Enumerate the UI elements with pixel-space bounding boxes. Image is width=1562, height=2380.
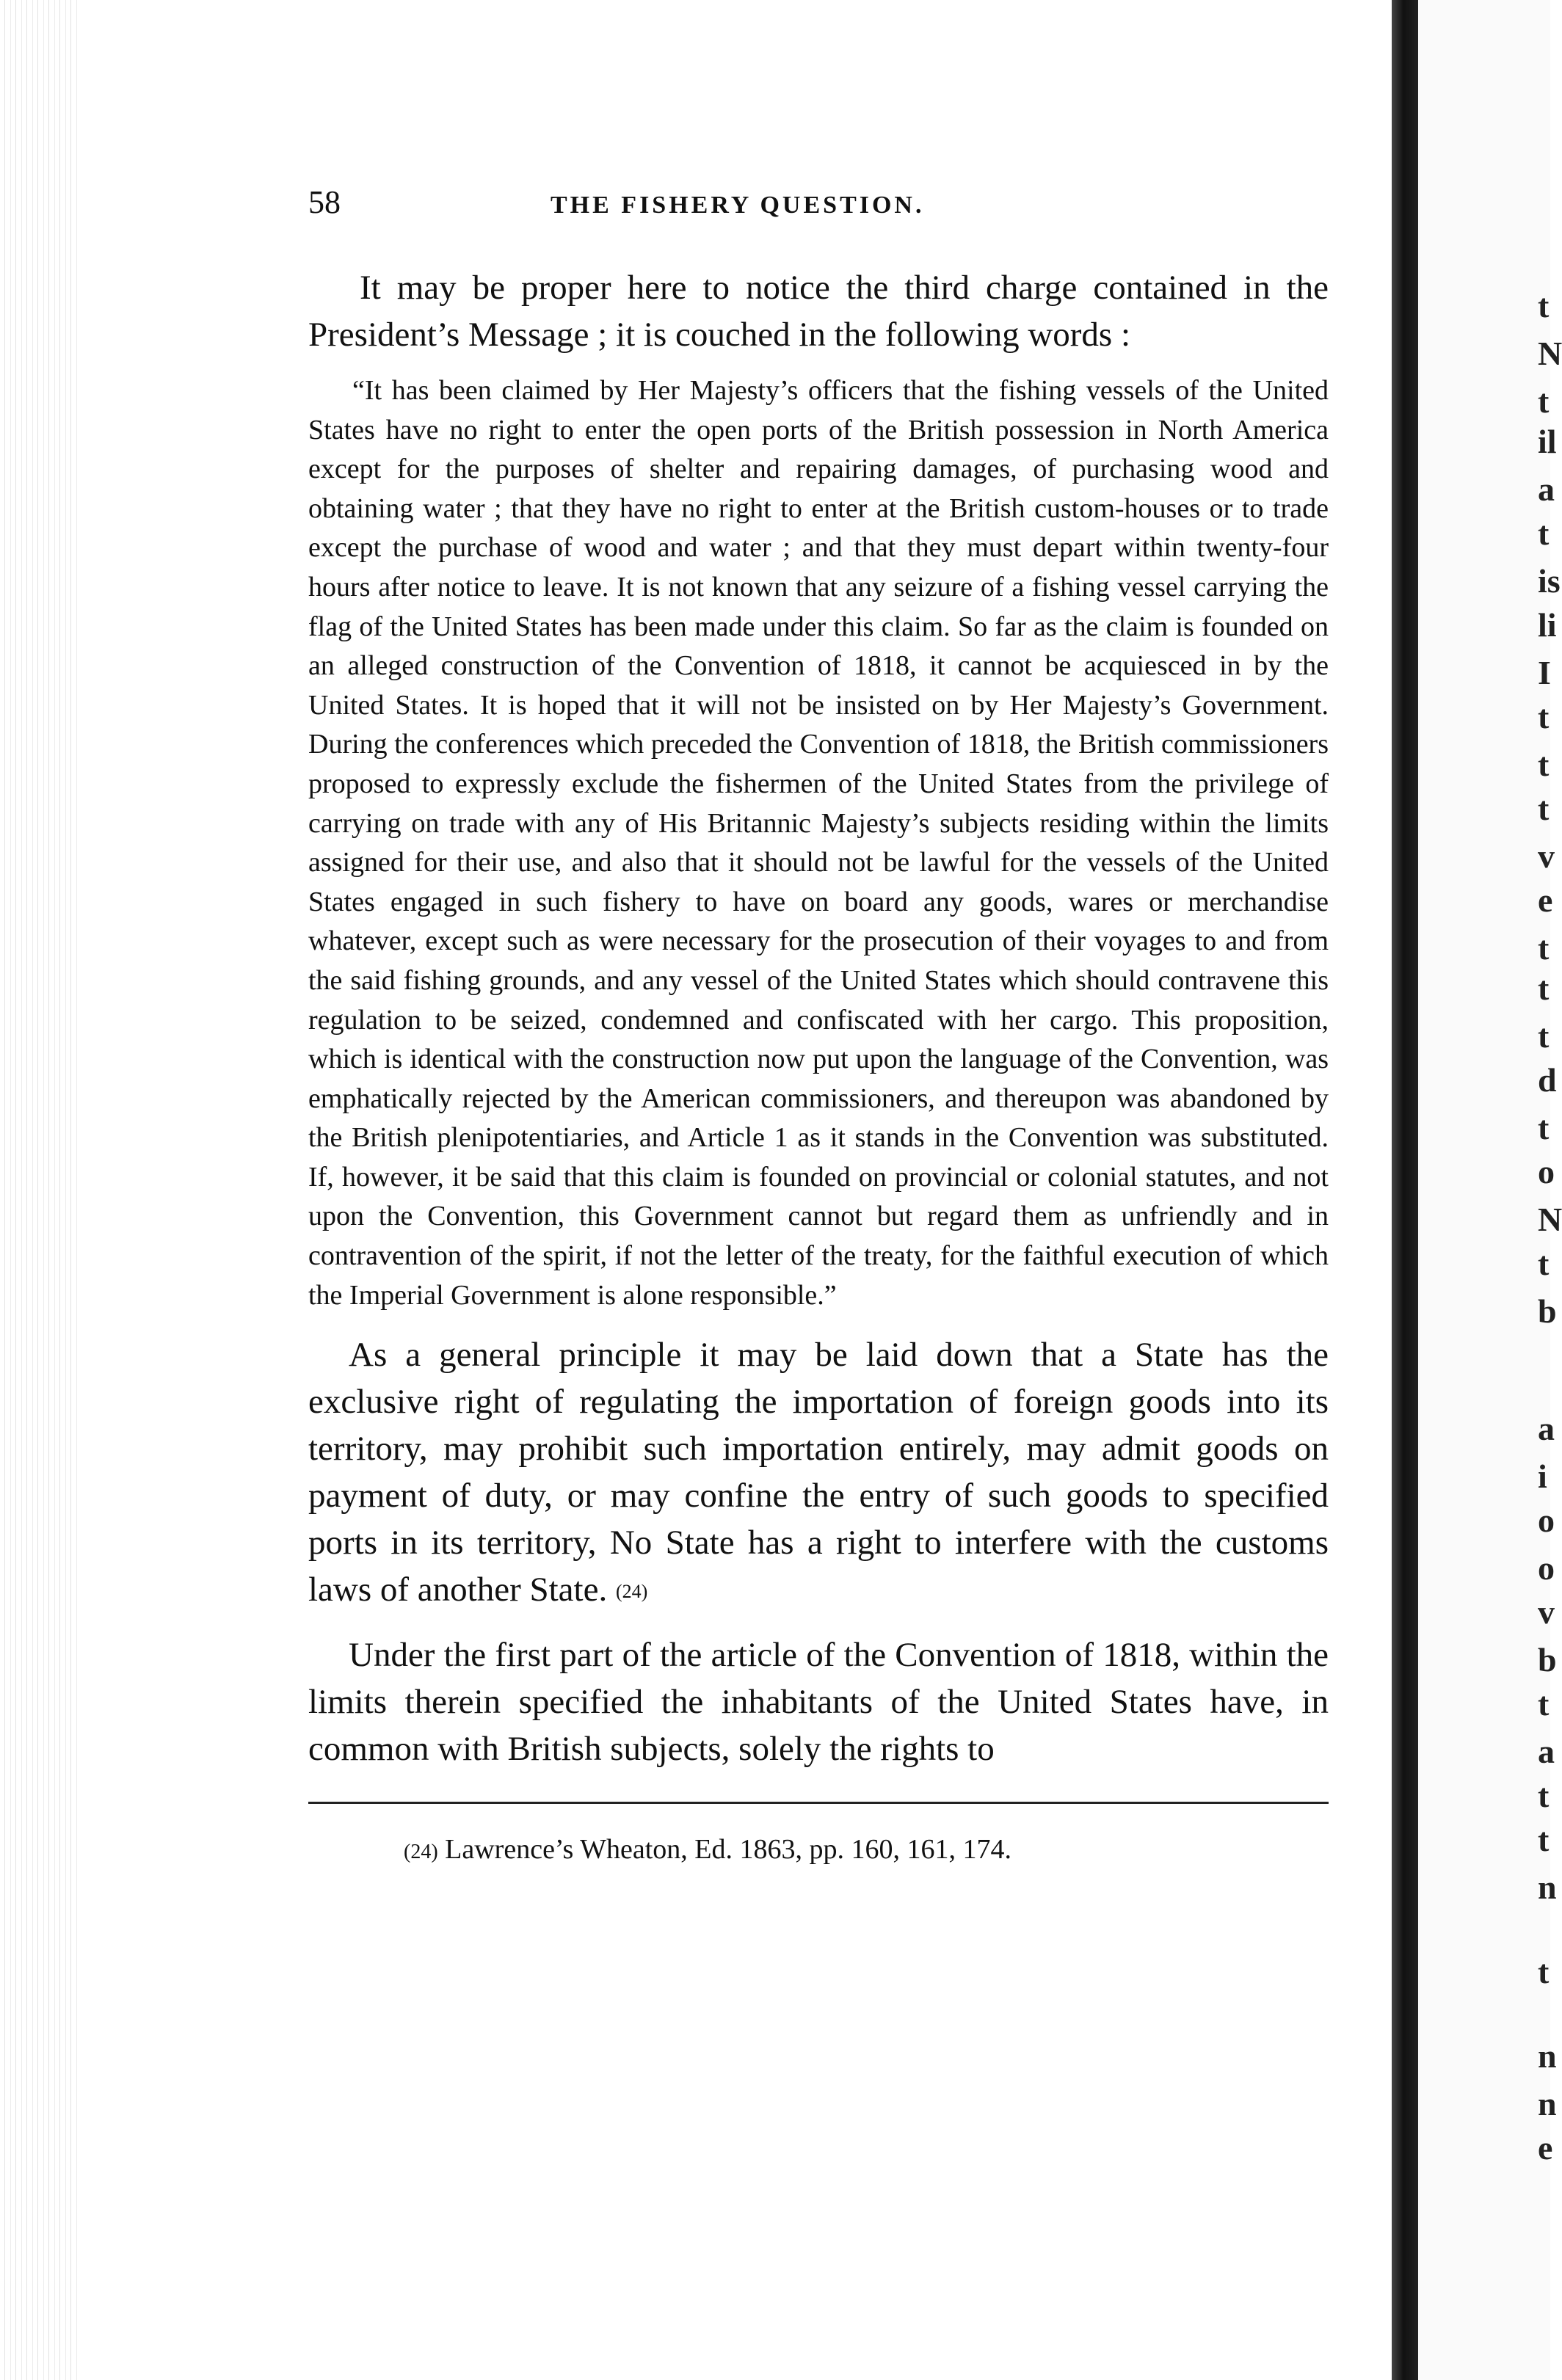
facing-page-letter: t	[1538, 969, 1550, 1007]
facing-page-letter: t	[1538, 382, 1550, 420]
book-binding-gutter	[1392, 0, 1418, 2380]
footnote-mark: (24)	[404, 1841, 438, 1864]
intro-paragraph: It may be proper here to notice the third charge contained in the President’s Message ; it is couched in the following words :	[308, 269, 1329, 354]
facing-page-letter: o	[1538, 1549, 1555, 1587]
facing-page-letter: n	[1538, 2037, 1557, 2075]
presidents-message-quote: “It has been claimed by Her Majesty’s officers that the fishing vessels of the United States have no right to enter the open ports of the British possession in North America except for the purposes of shelter and repairing damages, of purchasing wood and obtaining water ; that they have no right to enter at the British custom-houses or to trade except the purchase of wood and water ; and that they must depart within twenty-four hours after notice to leave. It is not known that any seizure of a fishing vessel carrying the flag of the United States has been made under this claim. So far as the claim is founded on an alleged construction of the Convention of 1818, it cannot be acquiesced in by the United States. It is hoped that it will not be insisted on by Her Majesty’s Government. During the conferences which preceded the Convention of 1818, the British commissioners proposed to expressly exclude the fishermen of the United States from the privilege of carrying on trade with any of His Britannic Majesty’s subjects residing within the limits assigned for their use, and also that it should not be lawful for the vessels of the United States engaged in such fishery to have on board any goods, wares or merchandise whatever, except such as were necessary for the prosecution of their voyages to and from the said fishing grounds, and any vessel of the United States which should contravene this regulation to be seized, condemned and confiscated with her cargo. This proposition, which is identical with the construction now put upon the language of the Convention, was emphatically rejected by the American commissioners, and thereupon was abandoned by the British plenipotentiaries, and Article 1 as it stands in the Convention was substituted. If, however, it be said that this claim is founded on provincial or colonial statutes, and not upon the Convention, this Government cannot but regard them as unfriendly and in contravention of the spirit, if not the letter of the treaty, for the faithful execution of which the Imperial Government is alone responsible.”	[308, 375, 1329, 1311]
facing-page-letter: a	[1538, 1733, 1555, 1770]
facing-page-letter: is	[1538, 562, 1561, 600]
book-page	[308, 183, 1329, 1866]
facing-page-letter: t	[1538, 698, 1550, 735]
facing-page-letter: t	[1538, 514, 1550, 552]
facing-page-letter: n	[1538, 2085, 1557, 2122]
page-number: 58	[308, 184, 341, 220]
facing-page-letter: n	[1538, 1868, 1557, 1906]
facing-page-letter: t	[1538, 287, 1550, 324]
footnote-reference: (24)	[615, 1581, 648, 1603]
facing-page-letter: e	[1538, 2129, 1553, 2166]
facing-page-letter: t	[1538, 929, 1550, 967]
facing-page-letter: t	[1538, 1245, 1550, 1282]
facing-page-letter: t	[1538, 1777, 1550, 1814]
facing-page-letter: t	[1538, 1685, 1550, 1722]
facing-page-letter: I	[1538, 654, 1551, 691]
running-title: THE FISHERY QUESTION.	[551, 192, 925, 219]
facing-page-letter: li	[1538, 606, 1557, 644]
facing-page-letter: N	[1538, 335, 1562, 372]
left-page-edge	[0, 0, 81, 2380]
facing-page-letter: d	[1538, 1061, 1557, 1099]
facing-page-letter: o	[1538, 1153, 1555, 1190]
facing-page-letter: o	[1538, 1502, 1555, 1539]
page-header	[308, 183, 1329, 250]
facing-page-letter: v	[1538, 1593, 1555, 1631]
facing-page-letter: t	[1538, 1109, 1550, 1146]
facing-page-margin	[1418, 0, 1553, 2380]
footnote-rule	[308, 1802, 1329, 1804]
facing-page-letter: e	[1538, 881, 1553, 919]
principle-text: As a general principle it may be laid down that a State has the exclusive right of regulating the importation of foreign goods into its territory, may prohibit such importation entirely, may admit goods on payment of duty, or may confine the entry of such goods to specified ports in its territory, No State has a right to interfere with the customs laws of another State.	[308, 1336, 1329, 1609]
facing-page-letter: t	[1538, 1821, 1550, 1858]
facing-page-letter: i	[1538, 1458, 1547, 1495]
facing-page-letter: t	[1538, 1017, 1550, 1055]
footnote-text: Lawrence’s Wheaton, Ed. 1863, pp. 160, 161, 174.	[445, 1834, 1011, 1866]
facing-page-letter: a	[1538, 1410, 1555, 1447]
facing-page-letter: il	[1538, 423, 1557, 460]
facing-page-letter: t	[1538, 790, 1550, 827]
convention-paragraph: Under the first part of the article of the Convention of 1818, within the limits therein specified the inhabitants of the United States have, in common with British subjects, solely the rights to	[308, 1636, 1329, 1769]
facing-page-letter: b	[1538, 1641, 1557, 1678]
facing-page-letter: a	[1538, 470, 1555, 508]
principle-paragraph	[308, 1331, 1329, 1615]
facing-page-letter: N	[1538, 1201, 1562, 1238]
facing-page-letter: v	[1538, 837, 1555, 875]
facing-page-letter: t	[1538, 746, 1550, 783]
footnote	[308, 1833, 1329, 1866]
facing-page-letter: b	[1538, 1292, 1557, 1330]
facing-page-letter: t	[1538, 1953, 1550, 1990]
